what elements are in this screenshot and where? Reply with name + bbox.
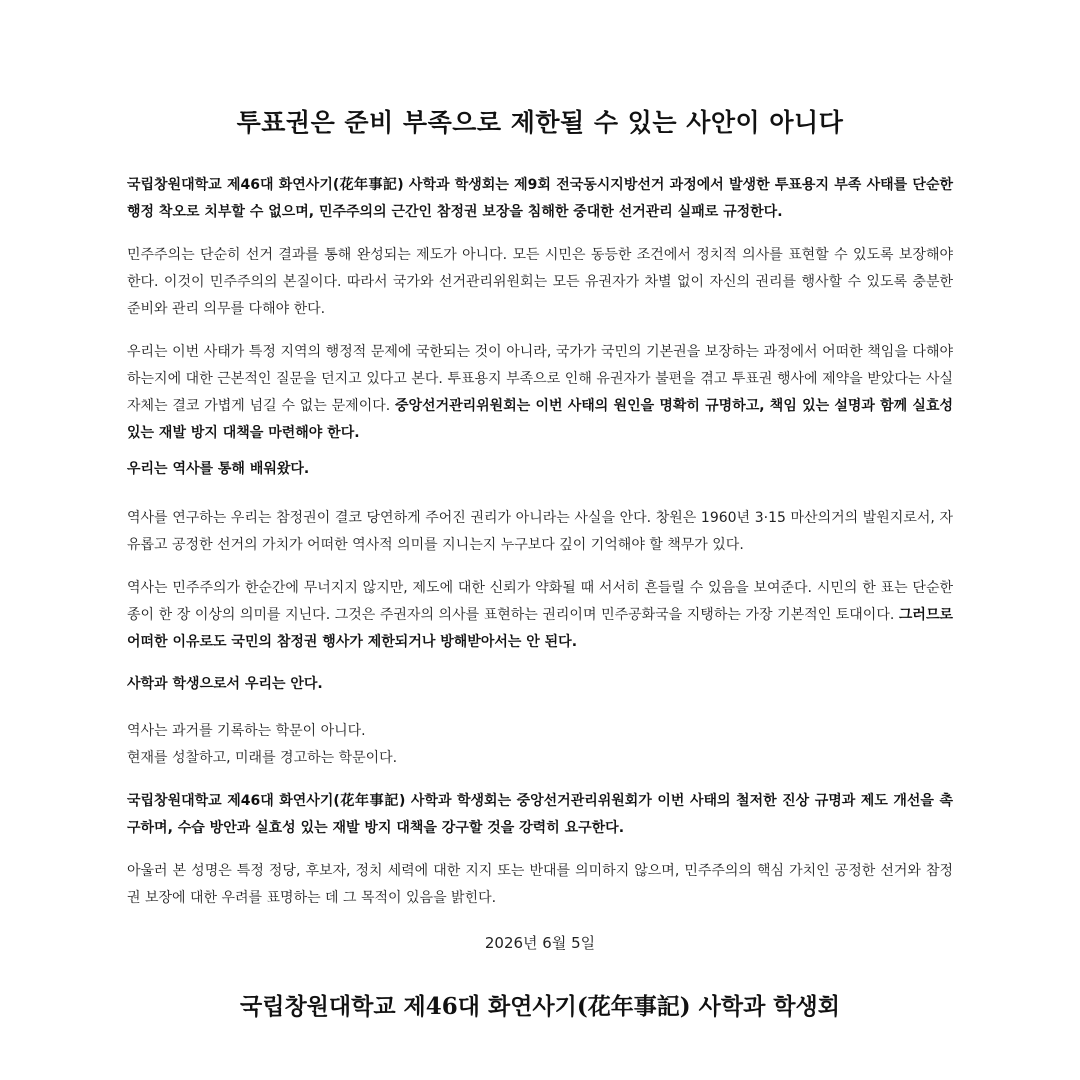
history-discipline-line-1: 역사는 과거를 기록하는 학문이 아니다. xyxy=(127,723,366,739)
neutrality-paragraph: 아울러 본 성명은 특정 정당, 후보자, 정치 세력에 대한 지지 또는 반대를 의미하지 않으며, 민주주의의 핵심 가치인 공정한 선거와 참정권 보장에 대한 우려를 표명하는 데 그 목적이 있음을 밝힌다. xyxy=(127,863,953,906)
demand-paragraph: 국립창원대학교 제46대 화연사기(花年事記) 사학과 학생회는 중앙선거관리위원회가 이번 사태의 철저한 진상 규명과 제도 개선을 촉구하며, 수습 방안과 실효성 있는 재발 방지 대책을 강구할 것을 강력히 요구한다. xyxy=(127,793,953,836)
trust-paragraph xyxy=(127,575,953,656)
trust-paragraph-demand: 그러므로 어떠한 이유로도 국민의 참정권 행사가 제한되거나 방해받아서는 안 된다. xyxy=(127,607,953,650)
statement-date: 2026년 6월 5일 xyxy=(484,934,596,952)
history-paragraph: 역사를 연구하는 우리는 참정권이 결코 당연하게 주어진 권리가 아니라는 사실을 안다. 창원은 1960년 3·15 마산의거의 발원지로서, 자유롭고 공정한 선거의 가치가 어떠한 역사적 의미를 지니는지 누구보다 깊이 기억해야 할 책무가 있다. xyxy=(127,510,953,553)
statement-title: 투표권은 준비 부족으로 제한될 수 있는 사안이 아니다 xyxy=(236,108,844,137)
incident-paragraph-text: 우리는 이번 사태가 특정 지역의 행정적 문제에 국한되는 것이 아니라, 국가가 국민의 기본권을 보장하는 과정에서 어떠한 책임을 다해야 하는지에 대한 근본적인 질문을 던지고 있다고 본다. 투표용지 부족으로 인해 유권자가 불편을 겪고 투표권 행사에 제약을 받았다는 사실 자체는 결코 가볍게 넘길 수 없는 문제이다. xyxy=(127,344,953,414)
history-discipline-paragraph xyxy=(127,718,953,772)
history-heading: 우리는 역사를 통해 배워왔다. xyxy=(127,461,310,477)
incident-paragraph xyxy=(127,339,953,447)
history-discipline-line-2: 현재를 성찰하고, 미래를 경고하는 학문이다. xyxy=(127,750,398,766)
opening-paragraph: 국립창원대학교 제46대 화연사기(花年事記) 사학과 학생회는 제9회 전국동시지방선거 과정에서 발생한 투표용지 부족 사태를 단순한 행정 착오로 치부할 수 없으며, 민주주의의 근간인 참정권 보장을 침해한 중대한 선거관리 실패로 규정한다. xyxy=(127,177,953,220)
student-heading: 사학과 학생으로서 우리는 안다. xyxy=(127,676,323,692)
signature-organization: 국립창원대학교 제46대 화연사기(花年事記) 사학과 학생회 xyxy=(240,993,840,1020)
incident-paragraph-demand: 중앙선거관리위원회는 이번 사태의 원인을 명확히 규명하고, 책임 있는 설명과 함께 실효성 있는 재발 방지 대책을 마련해야 한다. xyxy=(127,398,953,441)
trust-paragraph-text: 역사는 민주주의가 한순간에 무너지지 않지만, 제도에 대한 신뢰가 약화될 때 서서히 흔들릴 수 있음을 보여준다. 시민의 한 표는 단순한 종이 한 장 이상의 의미를 지닌다. 그것은 주권자의 의사를 표현하는 권리이며 민주공화국을 지탱하는 가장 기본적인 토대이다. xyxy=(127,580,953,623)
democracy-paragraph: 민주주의는 단순히 선거 결과를 통해 완성되는 제도가 아니다. 모든 시민은 동등한 조건에서 정치적 의사를 표현할 수 있도록 보장해야 한다. 이것이 민주주의의 본질이다. 따라서 국가와 선거관리위원회는 모든 유권자가 차별 없이 자신의 권리를 행사할 수 있도록 충분한 준비와 관리 의무를 다해야 한다. xyxy=(127,247,953,317)
